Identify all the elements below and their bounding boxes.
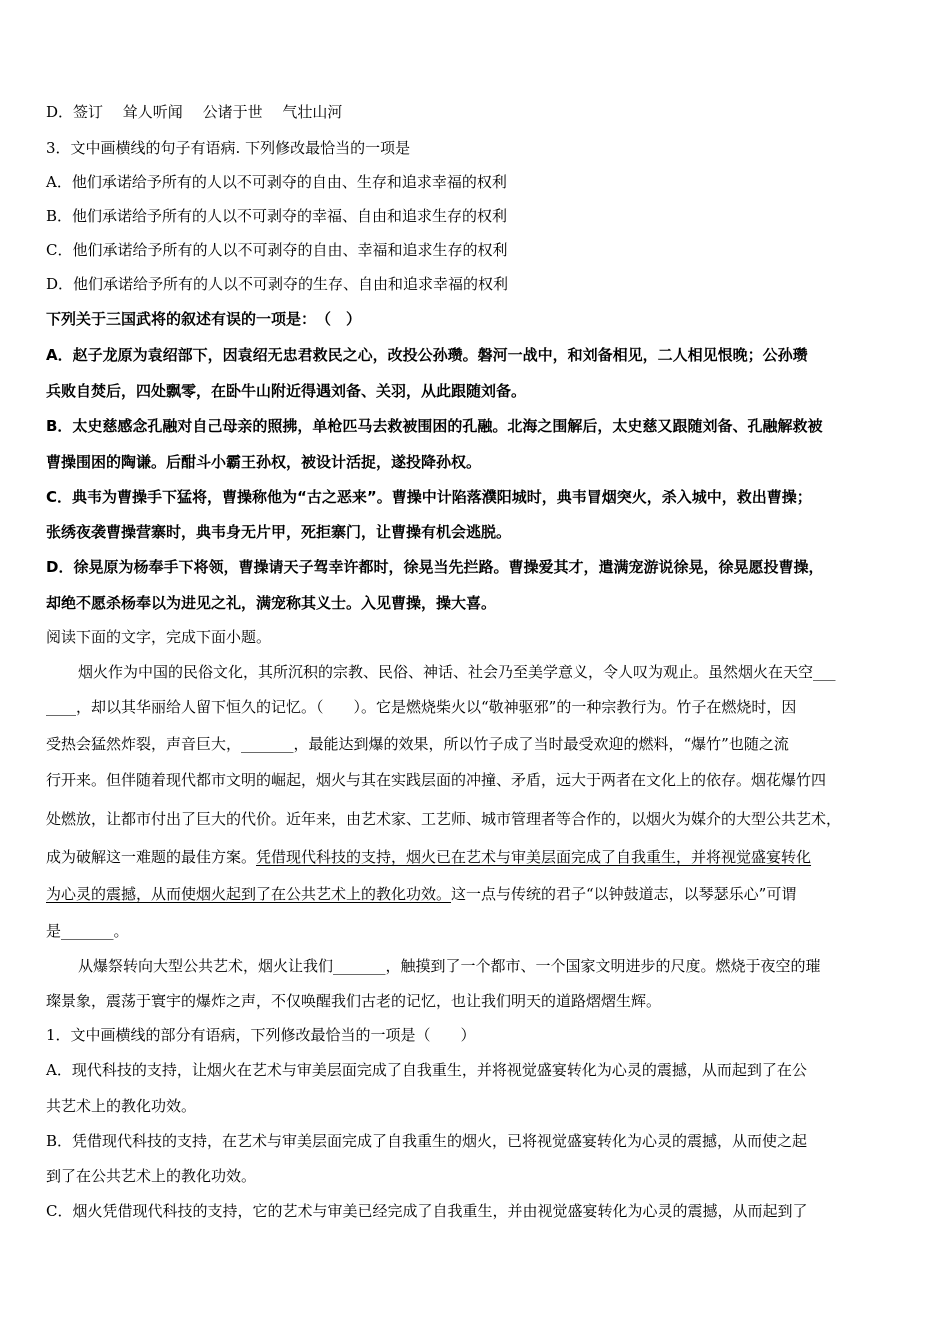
q1-stem: 1．文中画横线的部分有语病，下列修改最恰当的一项是（ ） bbox=[46, 1026, 476, 1044]
underlined-sentence-part1: 凭借现代科技的支持，烟火已在艺术与审美层面完成了自我重生，并将视觉盛宴转化 bbox=[256, 848, 812, 866]
passage-p1-line5: 处燃放，让都市付出了巨大的代价。近年来，由艺术家、工艺师、城市管理者等合作的，以烟火为媒介的大型公共艺术， bbox=[46, 810, 842, 828]
passage-p1-line2: ____，却以其华丽给人留下恒久的记忆。（ ）。它是燃烧柴火以“敬神驱邪”的一种宗教行为。竹子在燃烧时，因 bbox=[46, 698, 797, 716]
passage-p1-line4: 行开来。但伴随着现代都市文明的崛起，烟火与其在实践层面的冲撞、矛盾，远大于两者在文化上的依存。烟花爆竹四 bbox=[46, 771, 827, 789]
passage-p1-line1: 烟火作为中国的民俗文化，其所沉积的宗教、民俗、神话、社会乃至美学意义，令人叹为观止。虽然烟火在天空___ bbox=[78, 663, 836, 681]
q1-option-a-line1: A．现代科技的支持，让烟火在艺术与审美层面完成了自我重生，并将视觉盛宴转化为心灵的震撼，从而起到了在公 bbox=[46, 1061, 807, 1079]
q1-option-a-line2: 共艺术上的教化功效。 bbox=[46, 1097, 197, 1115]
passage-p1-line6 bbox=[46, 847, 811, 867]
q3-option-c: C．他们承诺给予所有的人以不可剥夺的自由、幸福和追求生存的权利 bbox=[46, 241, 508, 259]
passage-p2-line1: 从爆祭转向大型公共艺术，烟火让我们_______，触摸到了一个都市、一个国家文明进步的尺度。燃烧于夜空的璀 bbox=[78, 957, 821, 975]
sanguo-option-a-line1: A．赵子龙原为袁绍部下，因袁绍无忠君救民之心，改投公孙瓒。磐河一战中，和刘备相见，二人相见恨晚；公孙瓒 bbox=[46, 346, 808, 364]
q1-option-b-line1: B．凭借现代科技的支持，在艺术与审美层面完成了自我重生的烟火，已将视觉盛宴转化为心灵的震撼，从而使之起 bbox=[46, 1132, 808, 1150]
sanguo-stem: 下列关于三国武将的叙述有误的一项是： （ ） bbox=[46, 310, 362, 328]
q1-option-c-line1: C．烟火凭借现代科技的支持，它的艺术与审美已经完成了自我重生，并由视觉盛宴转化为心灵的震撼，从而起到了 bbox=[46, 1202, 808, 1220]
reading-intro: 阅读下面的文字，完成下面小题。 bbox=[46, 628, 272, 646]
passage-p2-line2: 璨景象，震荡于寰宇的爆炸之声，不仅唤醒我们古老的记忆，也让我们明天的道路熠熠生辉。 bbox=[46, 992, 662, 1010]
passage-p1-line7 bbox=[46, 884, 796, 904]
passage-p1-line3: 受热会猛然炸裂，声音巨大，_______，最能达到爆的效果，所以竹子成了当时最受欢迎的燃料，“爆竹”也随之流 bbox=[46, 735, 789, 753]
sanguo-option-c-line1: C．典韦为曹操手下猛将，曹操称他为“古之恶来”。曹操中计陷落濮阳城时，典韦冒烟突火，杀入城中，救出曹操； bbox=[46, 488, 812, 506]
sanguo-option-b-line2: 曹操围困的陶谦。后酣斗小霸王孙权，被设计活捉，遂投降孙权。 bbox=[46, 453, 482, 471]
q2-option-d: D．签订 耸人听闻 公诸于世 气壮山河 bbox=[46, 103, 343, 121]
sanguo-option-b-line1: B．太史慈感念孔融对自己母亲的照拂，单枪匹马去救被围困的孔融。北海之围解后，太史慈又跟随刘备、孔融解救被 bbox=[46, 417, 823, 435]
underlined-sentence-part2: 为心灵的震撼，从而使烟火起到了在公共艺术上的教化功效。 bbox=[46, 885, 452, 903]
q3-option-a: A．他们承诺给予所有的人以不可剥夺的自由、生存和追求幸福的权利 bbox=[46, 173, 507, 191]
passage-p1-line8: 是_______。 bbox=[46, 922, 129, 940]
passage-text: 成为破解这一难题的最佳方案。 bbox=[46, 848, 257, 866]
passage-text: 这一点与传统的君子“以钟鼓道志，以琴瑟乐心”可谓 bbox=[451, 885, 797, 903]
sanguo-option-c-line2: 张绣夜袭曹操营寨时，典韦身无片甲，死拒寨门，让曹操有机会逃脱。 bbox=[46, 523, 512, 541]
q3-stem: 3．文中画横线的句子有语病. 下列修改最恰当的一项是 bbox=[46, 139, 411, 157]
q3-option-d: D．他们承诺给予所有的人以不可剥夺的生存、自由和追求幸福的权利 bbox=[46, 275, 509, 293]
sanguo-option-d-line1: D．徐晃原为杨奉手下将领，曹操请天子驾幸许都时，徐晃当先拦路。曹操爱其才，遣满宠游说徐晃，徐晃愿投曹操， bbox=[46, 558, 824, 576]
sanguo-option-d-line2: 却绝不愿杀杨奉以为进见之礼，满宠称其义士。入见曹操，操大喜。 bbox=[46, 594, 497, 612]
q1-option-b-line2: 到了在公共艺术上的教化功效。 bbox=[46, 1167, 257, 1185]
sanguo-option-a-line2: 兵败自焚后，四处飘零，在卧牛山附近得遇刘备、关羽，从此跟随刘备。 bbox=[46, 382, 527, 400]
q3-option-b: B．他们承诺给予所有的人以不可剥夺的幸福、自由和追求生存的权利 bbox=[46, 207, 508, 225]
